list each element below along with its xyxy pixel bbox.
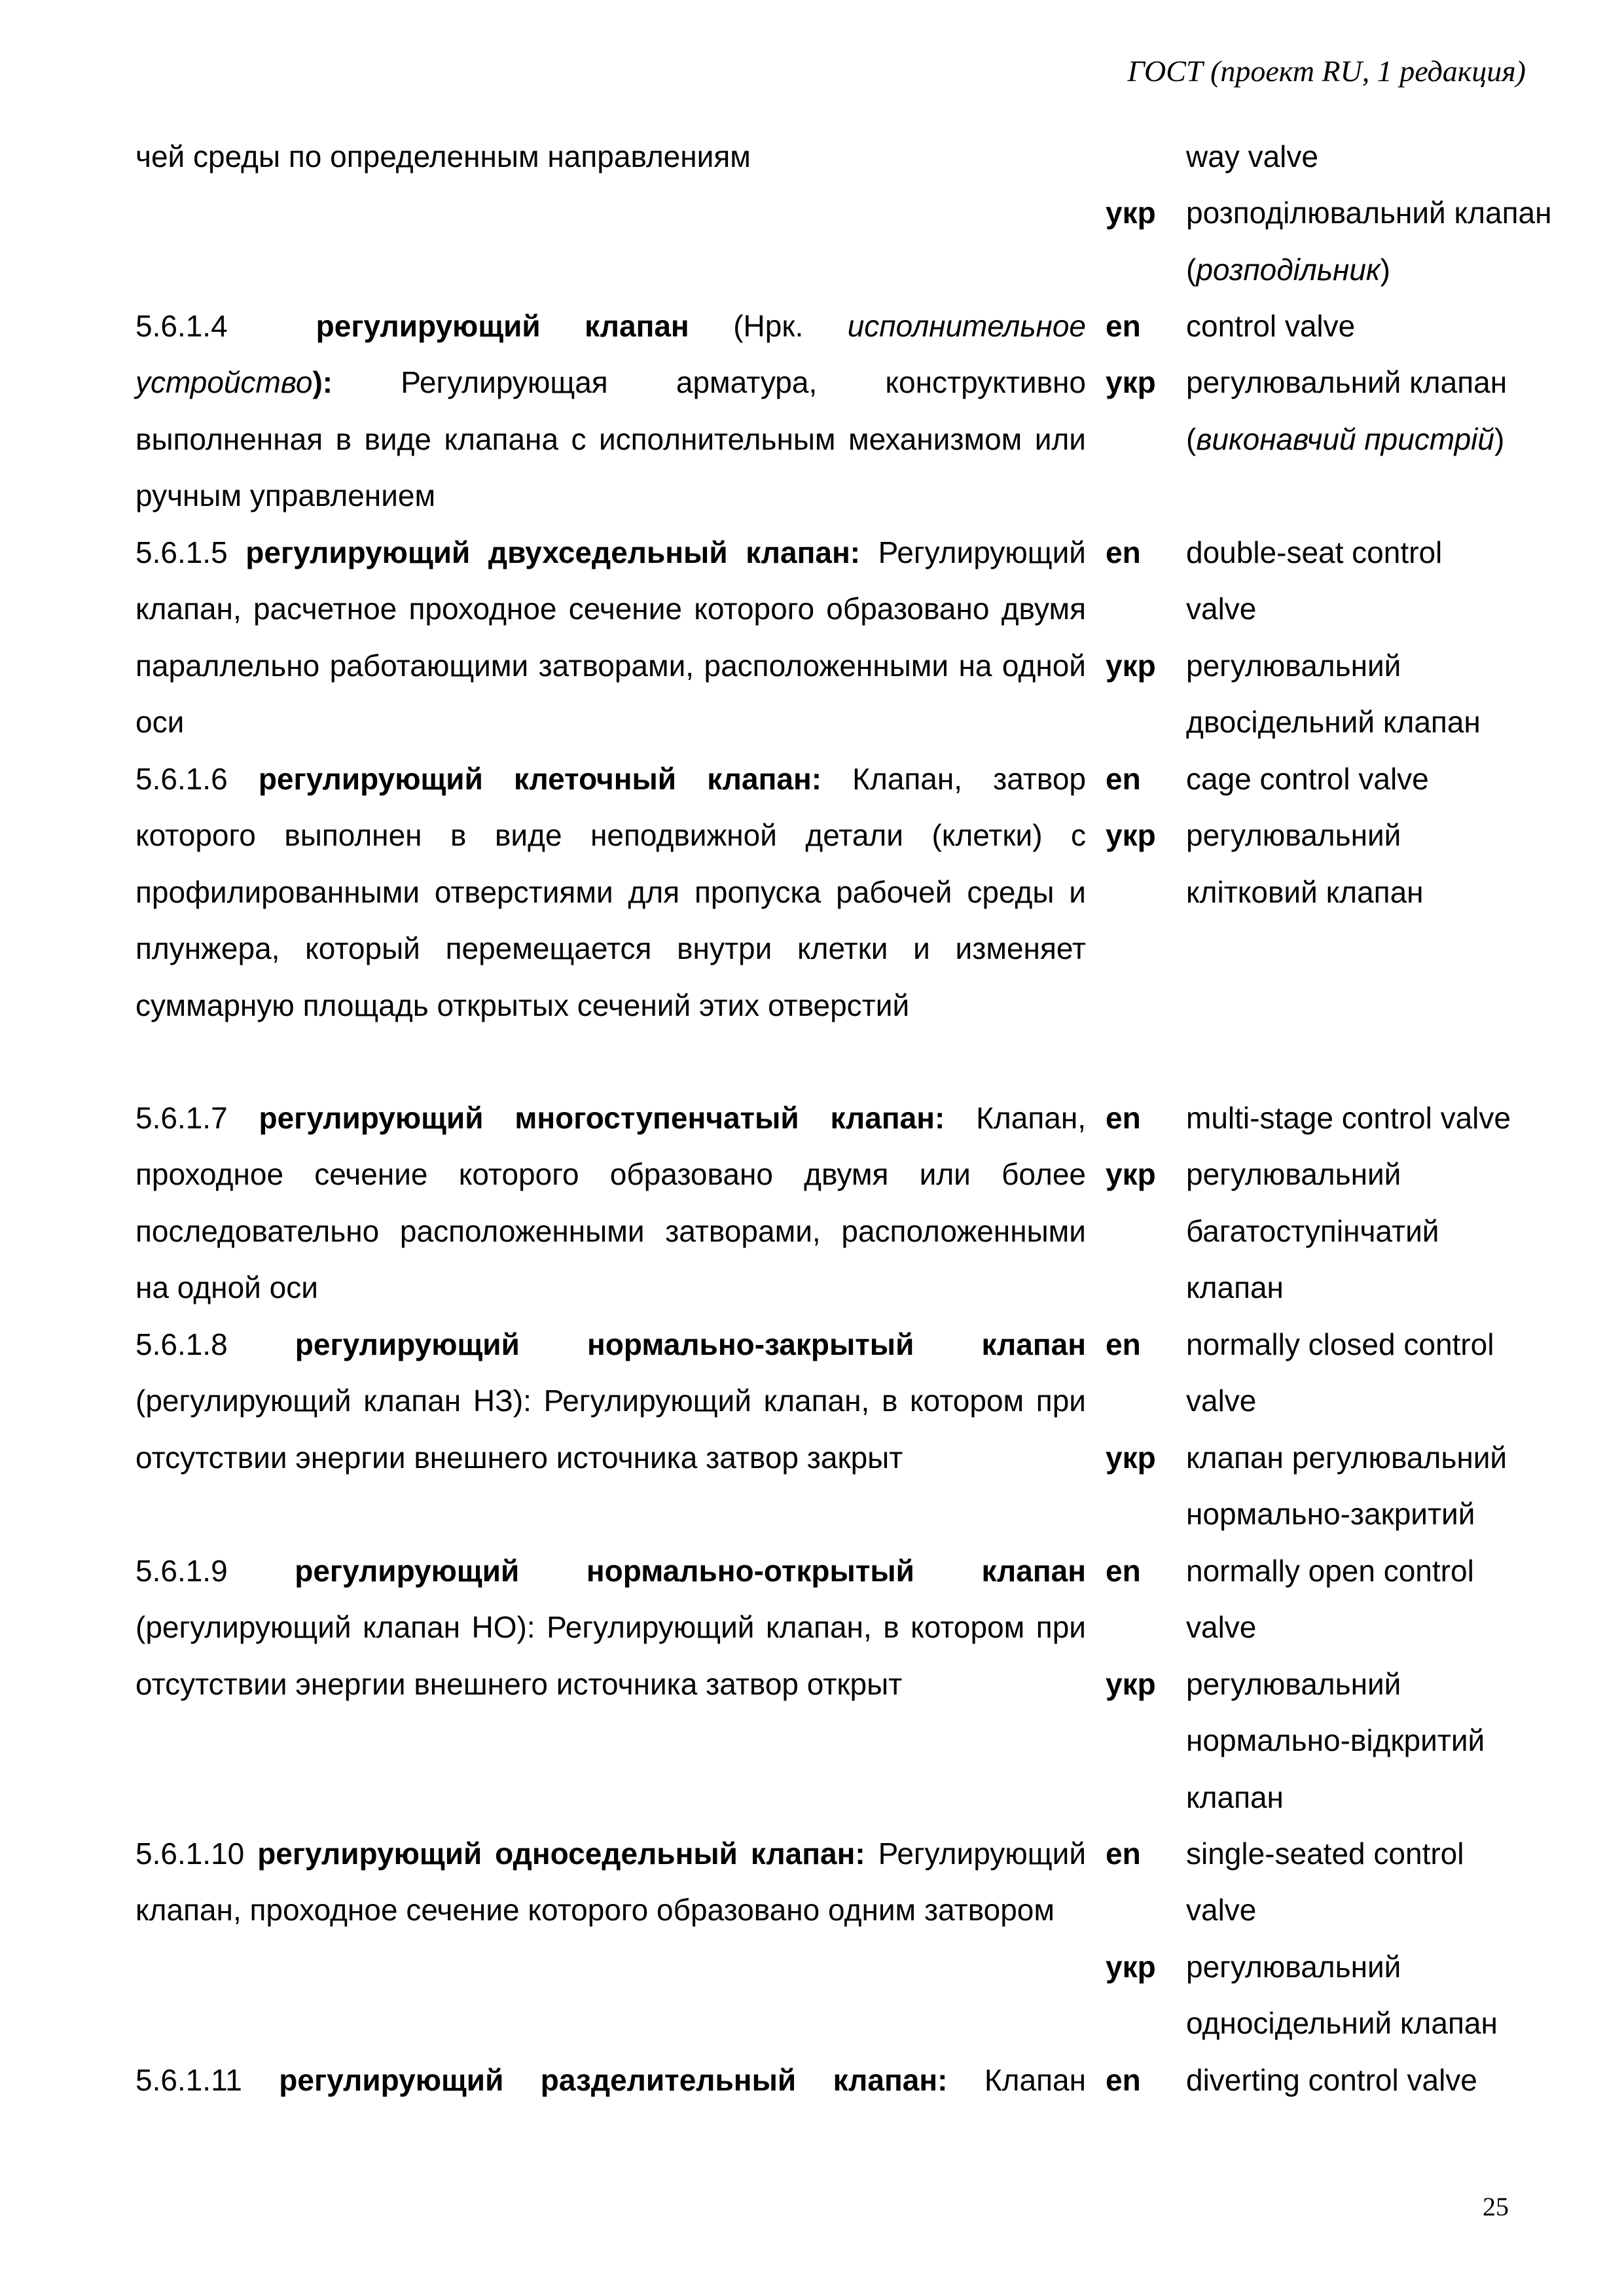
term-entry-5-6-1-10 [135,1825,1549,2052]
en-term: diverting control valve [1186,2063,1477,2097]
term-name: регулирующий нормально-открытый клапан [295,1554,1086,1588]
definition-text: чей среды по определенным направлениям [135,139,751,173]
en-term: normally open control valve [1186,1554,1474,1645]
translation-en [1106,1090,1564,1146]
term-entry-5-6-1-5 [135,524,1549,751]
uk-term: регулювальний двосідельний клапан [1186,648,1481,740]
translation-uk [1106,1939,1564,2052]
lang-label: укр [1106,196,1156,230]
term-name: регулирующий многоступенчатый клапан: [259,1101,945,1135]
translation-uk [1106,1429,1564,1543]
definition-text: 5.6.1.5 регулирующий двухседельный клапан: Регулирующий клапан, расчетное проходное сечение которого образовано двумя параллельно работающими затворами, расположенными на одной оси [135,535,1086,740]
definition-text: 5.6.1.7 регулирующий многоступенчатый клапан: Клапан, проходное сечение которого образовано двумя или более последовательно расположенными затворами, расположенными на одной оси [135,1101,1086,1305]
term-entry-5-6-1-11 [135,2052,1549,2108]
uk-term: регулювальний односідельний клапан [1186,1949,1498,2041]
lang-label: укр [1106,1666,1156,1701]
lang-label: en [1106,1837,1141,1871]
translation-en [1106,1543,1564,1656]
lang-label: укр [1106,1949,1156,1984]
term-name: регулирующий нормально-закрытый клапан [295,1327,1086,1361]
term-entry-5-6-1-6 [135,751,1549,1090]
term-name: регулирующий клапан [316,309,689,343]
definition-text: 5.6.1.11 регулирующий разделительный клапан: Клапан [135,2063,1086,2097]
translations [1106,1090,1564,1316]
translation-uk [1106,1146,1564,1316]
lang-label: en [1106,1101,1141,1135]
lang-label: укр [1106,1440,1156,1475]
translations [1106,128,1564,298]
en-term: control valve [1186,309,1356,343]
translation-en [1106,1825,1564,1939]
definition-text: 5.6.1.4 регулирующий клапан (Нрк. исполнительное устройство): Регулирующая арматура, конструктивно выполненная в виде клапана с исполнительным механизмом или ручным управлением [135,309,1087,513]
lang-label: укр [1106,1157,1156,1192]
term-entry-5-6-1-7 [135,1090,1549,1316]
page-number: 25 [1483,2192,1509,2221]
term-entry-5-6-1-8 [135,1316,1549,1543]
lang-label: en [1106,762,1141,796]
en-term: single-seated control valve [1186,1837,1464,1928]
term-entry-5-6-1-9 [135,1543,1549,1825]
term-entry-continuation [135,128,1552,298]
translation-en [1106,2052,1564,2108]
en-term: multi-stage control valve [1186,1101,1511,1135]
translation-en [1106,751,1564,807]
lang-label: укр [1106,648,1156,683]
lang-label: en [1106,2063,1141,2097]
translation-uk [1106,807,1564,920]
translation-uk [1106,637,1564,751]
term-entry-5-6-1-4 [135,298,1549,524]
term-name: регулирующий двухседельный клапан: [245,535,861,569]
translation-en [1106,1316,1564,1429]
definition-text: 5.6.1.6 регулирующий клеточный клапан: Клапан, затвор которого выполнен в виде неподвижной детали (клетки) с профилированными отверстиями для пропуска рабочей среды и плунжера, который перемещается внутри клетки и изменяет суммарную площадь открытых сечений этих отверстий [135,762,1087,1022]
translation-uk [1106,1656,1564,1825]
lang-label: укр [1106,365,1156,400]
lang-label [1106,128,1186,185]
translation-en [1106,298,1564,354]
term-name: регулирующий разделительный клапан: [279,2063,948,2097]
translation-uk [1106,185,1564,298]
term-entries [135,128,1552,2108]
translation-en [1106,524,1564,637]
definition-text: 5.6.1.10 регулирующий односедельный клапан: Регулирующий клапан, проходное сечение которого образовано одним затвором [135,1837,1087,1928]
definition-text: 5.6.1.9 регулирующий нормально-открытый клапан (регулирующий клапан НО): Регулирующий клапан, в котором при отсутствии энергии внешнего источника затвор открыт [135,1554,1086,1701]
term-name: регулирующий клеточный клапан: [258,762,822,796]
uk-term: клапан регулювальний нормально-закритий [1186,1440,1507,1532]
uk-term: регулювальний нормально-відкритий клапан [1186,1666,1485,1814]
running-header: ГОСТ (проект RU, 1 редакция) [1127,54,1526,88]
uk-term: регулювальний клітковий клапан [1186,818,1424,909]
lang-label: en [1106,309,1141,343]
translations [1106,2052,1564,2108]
translations [1106,751,1564,920]
uk-term: регулювальний клапан (виконавчий пристрій) [1186,365,1507,456]
en-term: double-seat control valve [1186,535,1443,626]
en-term: cage control valve [1186,762,1429,796]
definition-text: 5.6.1.8 регулирующий нормально-закрытый клапан (регулирующий клапан НЗ): Регулирующий клапан, в котором при отсутствии энергии внешнего источника затвор закрыт [135,1327,1086,1475]
lang-label: en [1106,535,1141,569]
en-term: way valve [1186,139,1318,173]
lang-label: en [1106,1327,1141,1361]
uk-term: регулювальний багатоступінчатий клапан [1186,1157,1439,1305]
translations [1106,298,1564,467]
lang-label: укр [1106,818,1156,853]
uk-term: розподілювальний клапан (розподільник) [1186,196,1552,287]
translations [1106,1825,1564,2052]
term-name: регулирующий односедельный клапан: [257,1837,865,1871]
lang-label: en [1106,1554,1141,1588]
translation-en [1106,128,1564,185]
translation-uk [1106,354,1564,467]
translations [1106,1316,1564,1543]
en-term: normally closed control valve [1186,1327,1494,1418]
translations [1106,1543,1564,1825]
translations [1106,524,1564,751]
